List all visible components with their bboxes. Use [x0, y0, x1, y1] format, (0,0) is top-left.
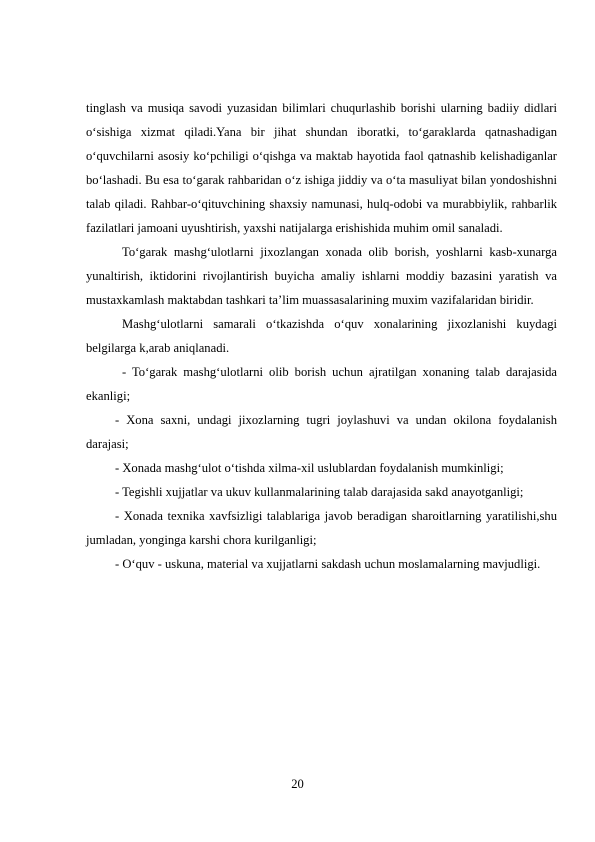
list-item-equipment-fixtures: - O‘quv - uskuna, material va xujjatlarni sakdash uchun moslamalarning mavjudligi. [115, 557, 541, 571]
list-item-teaching-methods: - Xonada mashg‘ulot o‘tishda xilma-xil uslublardan foydalanish mumkinligi; [115, 461, 504, 475]
list-item-room-standard: - To‘garak mashg‘ulotlarni olib borish uchun ajratilgan xonaning talab darajasida ekanligi; [86, 365, 557, 403]
document-body [86, 96, 557, 576]
list-item-safety-conditions: - Xonada texnika xavfsizligi talablariga javob beradigan sharoitlarning yaratilishi,shu jumladan, yonginga karshi chora kurilganligi; [86, 509, 557, 547]
list-item-room-layout: - Xona saxni, undagi jixozlarning tugri joylashuvi va undan okilona foydalanish darajasi; [86, 413, 557, 451]
list-item-documents-storage: - Tegishli xujjatlar va ukuv kullanmalarining talab darajasida sakd anayotganligi; [115, 485, 524, 499]
paragraph-intro: tinglash va musiqa savodi yuzasidan bilimlari chuqurlashib borishi ularning badiiy didlari o‘sishiga xizmat qiladi.Yana bir jihat shundan iboratki, to‘garaklarda qatnashadigan o‘quvchilarni asosiy ko‘pchiligi o‘qishga va maktab hayotida faol qatnashib kelishadiganlar bo‘lashadi. Bu esa to‘garak rahbaridan o‘z ishiga jiddiy va o‘ta masuliyat bilan yondoshishni talab qiladi. Rahbar-o‘qituvchining shaxsiy namunasi, hulq-odobi va murabbiylik, rahbarlik fazilatlari jamoani uyushtirish, yaxshi natijalarga erishishida muhim omil sanaladi. [86, 101, 557, 235]
paragraph-equipped-room: To‘garak mashg‘ulotlarni jixozlangan xonada olib borish, yoshlarni kasb-xunarga yunaltirish, iktidorini rivojlantirish buyicha amaliy ishlarni moddiy bazasini yaratish va mustaxkamlash maktabdan tashkari ta’lim muassasalarining muxim vazifalaridan biridir. [86, 245, 557, 307]
page-number: 20 [291, 777, 304, 791]
paragraph-criteria-intro: Mashg‘ulotlarni samarali o‘tkazishda o‘quv xonalarining jixozlanishi kuydagi belgilarga k,arab aniqlanadi. [86, 317, 557, 355]
